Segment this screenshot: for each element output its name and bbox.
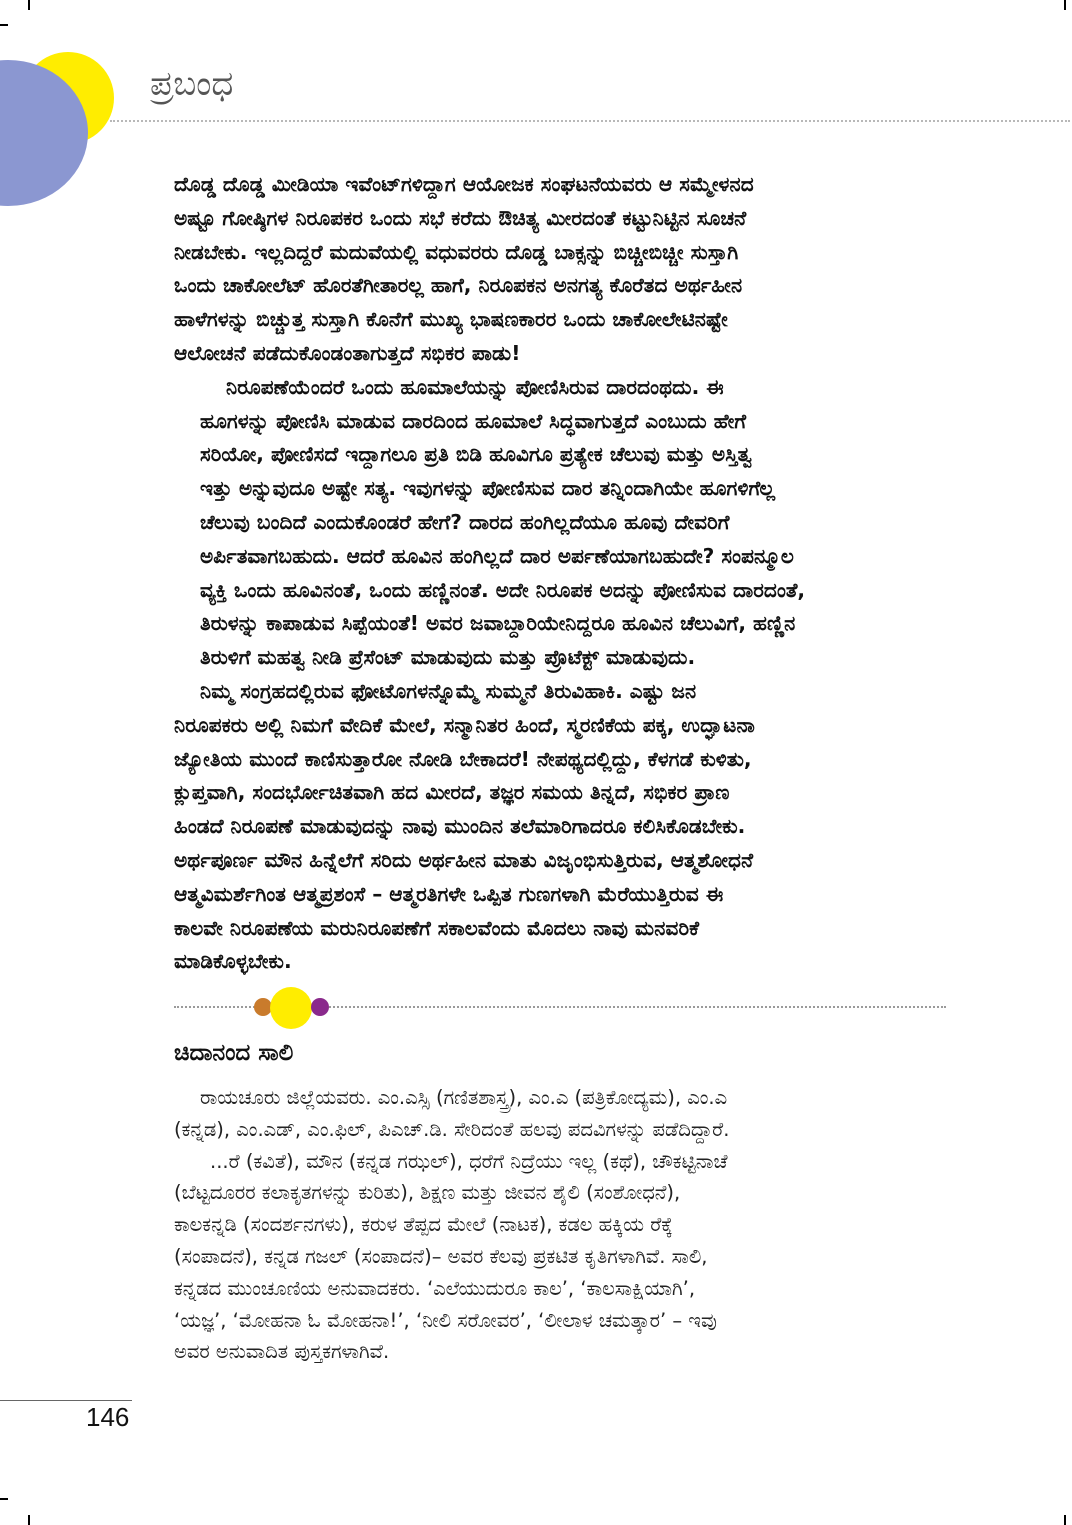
bio-paragraph-1 [174, 1082, 934, 1146]
bio-line: ಕಾಲಕನ್ನಡಿ (ಸಂದರ್ಶನಗಳು), ಕರುಳ ತೆಪ್ಪದ ಮೇಲೆ (ನಾಟಕ), ಕಡಲ ಹಕ್ಕಿಯ ರೆಕ್ಕೆ [174, 1213, 673, 1237]
footer-rule [0, 1400, 132, 1401]
essay-line: ಮಾಡಿಕೊಳ್ಳಬೇಕು. [174, 949, 292, 974]
bio-line: ಅವರ ಅನುವಾದಿತ ಪುಸ್ತಕಗಳಾಗಿವೆ. [174, 1340, 390, 1364]
essay-line: ಆತ್ಮವಿಮರ್ಶೆಗಿಂತ ಆತ್ಮಪ್ರಶಂಸೆ – ಆತ್ಮರತಿಗಳೇ ಒಪ್ಪಿತ ಗುಣಗಳಾಗಿ ಮೆರೆಯುತ್ತಿರುವ ಈ [174, 881, 724, 906]
essay-line: ನೀಡಬೇಕು. ಇಲ್ಲದಿದ್ದರೆ ಮದುವೆಯಲ್ಲಿ ವಧುವರರು ದೊಡ್ಡ ಬಾಕ್ಸನ್ನು ಬಿಚ್ಚೀಬಿಚ್ಚೀ ಸುಸ್ತಾಗಿ [174, 239, 739, 264]
essay-line: ಇತ್ತು ಅನ್ನುವುದೂ ಅಷ್ಟೇ ಸತ್ಯ. ಇವುಗಳನ್ನು ಪೋಣಿಸುವ ದಾರ ತನ್ನಿಂದಾಗಿಯೇ ಹೂಗಳಿಗೆಲ್ಲ [200, 476, 776, 501]
section-divider [174, 998, 946, 1018]
crop-mark-top-left [28, 0, 30, 10]
essay-line: ಹಿಂಡದೆ ನಿರೂಪಣೆ ಮಾಡುವುದನ್ನು ನಾವು ಮುಂದಿನ ತಲೆಮಾರಿಗಾದರೂ ಕಲಿಸಿಕೊಡಬೇಕು. [174, 814, 746, 839]
essay-paragraph-2 [174, 371, 950, 675]
essay-line: ಆಲೋಚನೆ ಪಡೆದುಕೊಂಡಂತಾಗುತ್ತದೆ ಸಭಿಕರ ಪಾಡು! [174, 340, 521, 365]
essay-line: ತಿರುಳಿಗೆ ಮಹತ್ವ ನೀಡಿ ಪ್ರೆಸೆಂಟ್ ಮಾಡುವುದು ಮತ್ತು ಪ್ರೊಟೆಕ್ಟ್ ಮಾಡುವುದು. [200, 645, 696, 670]
essay-line: ಹಾಳೆಗಳನ್ನು ಬಿಚ್ಚುತ್ತ ಸುಸ್ತಾಗಿ ಕೊನೆಗೆ ಮುಖ್ಯ ಭಾಷಣಕಾರರ ಒಂದು ಚಾಕೋಲೇಟಿನಷ್ಟೇ [174, 307, 728, 332]
bio-paragraph-2 [174, 1146, 934, 1369]
essay-line: ಅರ್ಪಿತವಾಗಬಹುದು. ಆದರೆ ಹೂವಿನ ಹಂಗಿಲ್ಲದೆ ದಾರ ಅರ್ಪಣೆಯಾಗಬಹುದೇ? ಸಂಪನ್ಮೂಲ [200, 543, 794, 568]
crop-mark-left-bottom [0, 1498, 8, 1500]
essay-line: ಕ್ಲುಪ್ತವಾಗಿ, ಸಂದರ್ಭೋಚಿತವಾಗಿ ಹದ ಮೀರದೆ, ತಜ್ಞರ ಸಮಯ ತಿನ್ನದೆ, ಸಭಿಕರ ಪ್ರಾಣ [174, 780, 730, 805]
header-dotted-rule [110, 120, 1070, 122]
page-number: 146 [86, 1402, 130, 1432]
essay-line: ವ್ಯಕ್ತಿ ಒಂದು ಹೂವಿನಂತೆ, ಒಂದು ಹಣ್ಣಿನಂತೆ. ಅದೇ ನಿರೂಪಕ ಅದನ್ನು ಪೋಣಿಸುವ ದಾರದಂತೆ, [200, 577, 806, 602]
essay-line: ದೊಡ್ಡ ದೊಡ್ಡ ಮೀಡಿಯಾ ಇವೆಂಟ್‌ಗಳಿದ್ದಾಗ ಆಯೋಜಕ ಸಂಘಟನೆಯವರು ಆ ಸಮ್ಮೇಳನದ [174, 172, 754, 196]
bio-line: (ಸಂಪಾದನೆ), ಕನ್ನಡ ಗಜಲ್ (ಸಂಪಾದನೆ)– ಅವರ ಕೆಲವು ಪ್ರಕಟಿತ ಕೃತಿಗಳಾಗಿವೆ. ಸಾಲಿ, [174, 1244, 708, 1268]
essay-line: ತಿರುಳನ್ನು ಕಾಪಾಡುವ ಸಿಪ್ಪೆಯಂತೆ! ಅವರ ಜವಾಬ್ದಾರಿಯೇನಿದ್ದರೂ ಹೂವಿನ ಚೆಲುವಿಗೆ, ಹಣ್ಣಿನ [200, 611, 796, 636]
bio-line: (ಕನ್ನಡ), ಎಂ.ಎಡ್, ಎಂ.ಫಿಲ್, ಪಿಎಚ್.ಡಿ. ಸೇರಿದಂತೆ ಹಲವು ಪದವಿಗಳನ್ನು ಪಡೆದಿದ್ದಾರೆ. [174, 1117, 730, 1141]
essay-paragraph-1 [174, 168, 950, 371]
essay-line: ನಿಮ್ಮ ಸಂಗ್ರಹದಲ್ಲಿರುವ ಫೋಟೊಗಳನ್ನೊಮ್ಮೆ ಸುಮ್ಮನೆ ತಿರುವಿಹಾಕಿ. ಎಷ್ಟು ಜನ [200, 678, 697, 703]
bio-line: ಕನ್ನಡದ ಮುಂಚೂಣಿಯ ಅನುವಾದಕರು. ‘ಎಲೆಯುದುರೂ ಕಾಲ’, ‘ಕಾಲಸಾಕ್ಷಿಯಾಗಿ’, [174, 1276, 696, 1300]
essay-body [174, 168, 950, 979]
essay-line: ನಿರೂಪಕರು ಅಲ್ಲಿ ನಿಮಗೆ ವೇದಿಕೆ ಮೇಲೆ, ಸನ್ಮಾನಿತರ ಹಿಂದೆ, ಸ್ಮರಣಿಕೆಯ ಪಕ್ಕ, ಉದ್ಘಾಟನಾ [174, 712, 755, 737]
divider-yellow-dot [270, 987, 312, 1029]
divider-purple-dot [311, 998, 329, 1016]
essay-line: ಚೆಲುವು ಬಂದಿದೆ ಎಂದುಕೊಂಡರೆ ಹೇಗೆ? ದಾರದ ಹಂಗಿಲ್ಲದೆಯೂ ಹೂವು ದೇವರಿಗೆ [200, 509, 730, 534]
essay-line: ನಿರೂಪಣೆಯೆಂದರೆ ಒಂದು ಹೂಮಾಲೆಯನ್ನು ಪೋಣಿಸಿರುವ ದಾರದಂಥದು. ಈ [226, 374, 724, 399]
section-title: ಪ್ರಬಂಧ [150, 64, 234, 104]
essay-line: ಹೂಗಳನ್ನು ಪೋಣಿಸಿ ಮಾಡುವ ದಾರದಿಂದ ಹೂಮಾಲೆ ಸಿದ್ಧವಾಗುತ್ತದೆ ಎಂಬುದು ಹೇಗೆ [200, 408, 747, 433]
bio-line: ರಾಯಚೂರು ಜಿಲ್ಲೆಯವರು. ಎಂ.ಎಸ್ಸಿ (ಗಣಿತಶಾಸ್ತ್ರ), ಎಂ.ಎ (ಪತ್ರಿಕೋದ್ಯಮ), ಎಂ.ಎ [200, 1086, 728, 1109]
essay-line: ಜ್ಯೋತಿಯ ಮುಂದೆ ಕಾಣಿಸುತ್ತಾರೋ ನೋಡಿ ಬೇಕಾದರೆ! ನೇಪಥ್ಯದಲ್ಲಿದ್ದು, ಕೆಳಗಡೆ ಕುಳಿತು, [174, 746, 752, 771]
essay-line: ಅರ್ಥಪೂರ್ಣ ಮೌನ ಹಿನ್ನೆಲೆಗೆ ಸರಿದು ಅರ್ಥಹೀನ ಮಾತು ವಿಜೃಂಭಿಸುತ್ತಿರುವ, ಆತ್ಮಶೋಧನೆ [174, 847, 754, 872]
bio-line: (ಬೆಟ್ಟದೂರರ ಕಲಾಕೃತಗಳನ್ನು ಕುರಿತು), ಶಿಕ್ಷಣ ಮತ್ತು ಜೀವನ ಶೈಲಿ (ಸಂಶೋಧನೆ), [174, 1181, 681, 1205]
essay-line: ಅಷ್ಟೂ ಗೋಷ್ಠಿಗಳ ನಿರೂಪಕರ ಒಂದು ಸಭೆ ಕರೆದು ಔಚಿತ್ಯ ಮೀರದಂತೆ ಕಟ್ಟುನಿಟ್ಟಿನ ಸೂಚನೆ [174, 205, 747, 230]
essay-paragraph-3 [174, 675, 950, 979]
bio-line: ‘ಯಜ್ಞ’, ‘ಮೋಹನಾ ಓ ಮೋಹನಾ!’, ‘ನೀಲಿ ಸರೋವರ’, ‘ಲೀಲಾಳ ಚಮತ್ಕಾರ’ – ಇವು [174, 1308, 717, 1332]
crop-mark-bottom-left [28, 1515, 30, 1525]
essay-line: ಒಂದು ಚಾಕೋಲೆಟ್ ಹೊರತೆಗೀತಾರಲ್ಲ ಹಾಗೆ, ನಿರೂಪಕನ ಅನಗತ್ಯ ಕೊರೆತದ ಅರ್ಥಹೀನ [174, 273, 743, 298]
bio-line: ...ರೆ (ಕವಿತೆ), ಮೌನ (ಕನ್ನಡ ಗಝಲ್), ಧರೆಗೆ ನಿದ್ರೆಯು ಇಲ್ಲ (ಕಥೆ), ಚೌಕಟ್ಟಿನಾಚೆ [210, 1149, 728, 1173]
essay-line: ಕಾಲವೇ ನಿರೂಪಣೆಯ ಮರುನಿರೂಪಣೆಗೆ ಸಕಾಲವೆಂದು ಮೊದಲು ನಾವು ಮನವರಿಕೆ [174, 915, 699, 940]
crop-mark-left-top [0, 24, 8, 26]
essay-line: ಸರಿಯೋ, ಪೋಣಿಸದೆ ಇದ್ದಾಗಲೂ ಪ್ರತಿ ಬಿಡಿ ಹೂವಿಗೂ ಪ್ರತ್ಯೇಕ ಚೆಲುವು ಮತ್ತು ಅಸ್ತಿತ್ವ [200, 442, 752, 467]
crop-mark-top-right [1064, 0, 1066, 10]
author-name: ಚಿದಾನಂದ ಸಾಲಿ [174, 1040, 294, 1066]
author-bio [174, 1082, 934, 1368]
crop-mark-bottom-right [1064, 1515, 1066, 1525]
